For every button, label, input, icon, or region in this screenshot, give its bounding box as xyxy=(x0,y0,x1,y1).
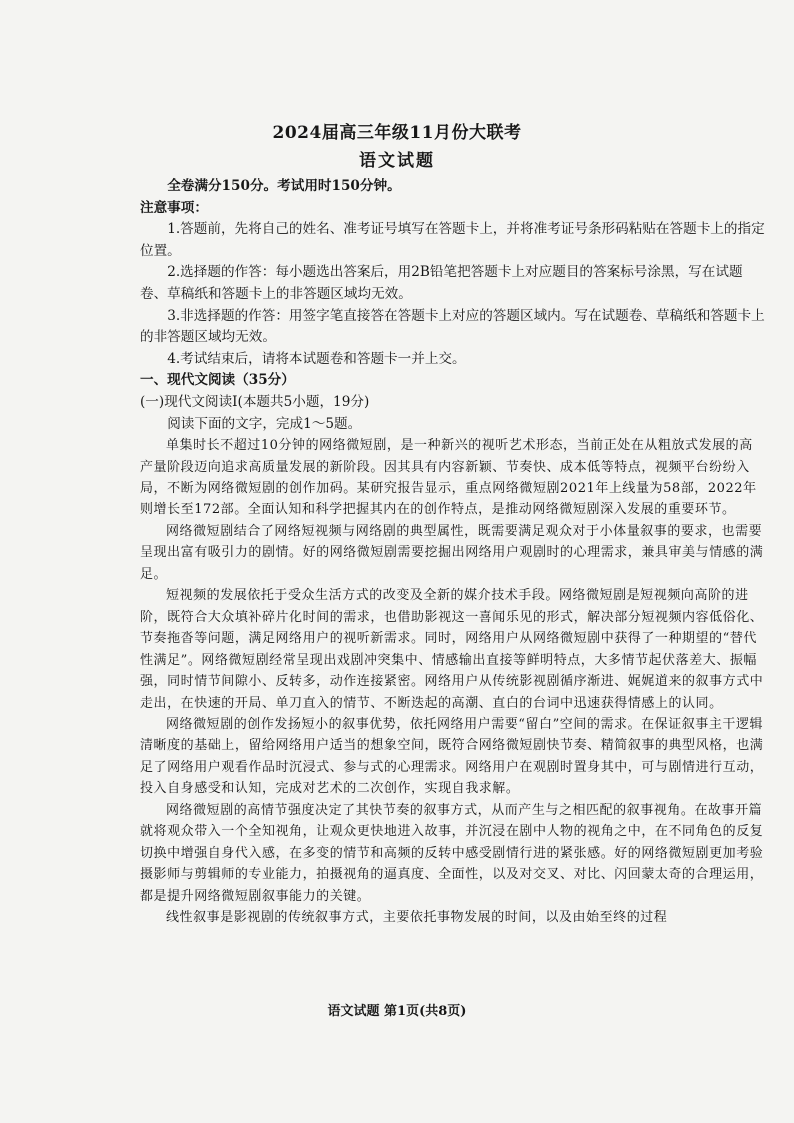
page-footer: 语文试题 第1页(共8页) xyxy=(327,1004,467,1019)
notice-item-2: 2.选择题的作答：每小题选出答案后，用2B铅笔把答题卡上对应题目的答案标号涂黑，写在试题卷、草稿纸和答题卡上的非答题区域均无效。 xyxy=(140,264,743,302)
passage-paragraph-4: 网络微短剧的创作发扬短小的叙事优势，依托网络用户需要“留白”空间的需求。在保证叙事主干逻辑清晰度的基础上，留给网络用户适当的想象空间，既符合网络微短剧快节奏、精简叙事的典型风格，也满足了网络用户观看作品时沉浸式、参与式的心理需求。网络用户在观剧时置身其中，可与剧情进行互动，投入自身感受和认知，完成对艺术的二次创作，实现自我求解。 xyxy=(140,717,764,797)
reading-instruction: 阅读下面的文字，完成1～5题。 xyxy=(167,415,362,432)
notice-item-3: 3.非选择题的作答：用签字笔直接答在答题卡上对应的答题区域内。写在试题卷、草稿纸和答题卡上的非答题区域均无效。 xyxy=(140,307,765,346)
notice-heading: 注意事项： xyxy=(140,199,208,216)
exam-content xyxy=(140,176,766,929)
passage-paragraph-2: 网络微短剧结合了网络短视频与网络剧的典型属性，既需要满足观众对于小体量叙事的要求，也需要呈现出富有吸引力的剧情。好的网络微短剧需要挖掘出网络用户观剧时的心理需求，兼具审美与情感的满足。 xyxy=(140,523,764,582)
passage-paragraph-5: 网络微短剧的高情节强度决定了其快节奏的叙事方式，从而产生与之相匹配的叙事视角。在故事开篇就将观众带入一个全知视角，让观众更快地进入故事，并沉浸在剧中人物的视角之中，在不同角色的反复切换中增强自身代入感，在多变的情节和高频的反转中感受剧情行进的紧张感。好的网络微短剧更加考验摄影师与剪辑师的专业能力，拍摄视角的逼真度、全面性，以及对交叉、对比、闪回蒙太奇的合理运用，都是提升网络微短剧叙事能力的关键。 xyxy=(140,802,764,904)
notice-item-4: 4.考试结束后，请将本试题卷和答题卡一并上交。 xyxy=(167,350,466,367)
subsection-heading: (一)现代文阅读Ⅰ(本题共5小题，19分) xyxy=(140,393,370,410)
notice-item-1: 1.答题前，先将自己的姓名、准考证号填写在答题卡上，并将准考证号条形码粘贴在答题卡上的指定位置。 xyxy=(140,221,765,259)
exam-subject: 语文试题 xyxy=(359,151,435,171)
passage-paragraph-1: 单集时长不超过10分钟的网络微短剧，是一种新兴的视听艺术形态，当前正处在从粗放式发展的高产量阶段迈向追求高质量发展的新阶段。因其具有内容新颖、节奏快、成本低等特点，视频平台纷纷入局，不断为网络微短剧的创作加码。某研究报告显示，重点网络微短剧2021年上线量为58部，2022年则增长至172部。全面认知和科学把握其内在的创作特点，是推动网络微短剧深入发展的重要环节。 xyxy=(140,438,757,518)
passage-paragraph-6: 线性叙事是影视剧的传统叙事方式，主要依托事物发展的时间，以及由始至终的过程 xyxy=(166,910,668,926)
passage-paragraph-3: 短视频的发展依托于受众生活方式的改变及全新的媒介技术手段。网络微短剧是短视频向高阶的进阶，既符合大众填补碎片化时间的需求，也借助影视这一喜闻乐见的形式，解决部分短视频内容低俗化、节奏拖沓等问题，满足网络用户的视听新需求。同时，网络用户从网络微短剧中获得了一种期望的“替代性满足”。网络微短剧经常呈现出戏剧冲突集中、情感输出直接等鲜明特点，大多情节起伏落差大、振幅强，同时情节间隙小、反转多，动作连接紧密。网络用户从传统影视剧循序渐进、娓娓道来的叙事方式中走出，在快速的开局、单刀直入的情节、不断迭起的高潮、直白的台词中迅速获得情感上的认同。 xyxy=(140,588,764,711)
exam-title: 2024届高三年级11月份大联考 xyxy=(272,123,522,143)
section-heading: 一、现代文阅读（35分） xyxy=(140,372,295,389)
score-line: 全卷满分150分。考试用时150分钟。 xyxy=(167,178,401,194)
